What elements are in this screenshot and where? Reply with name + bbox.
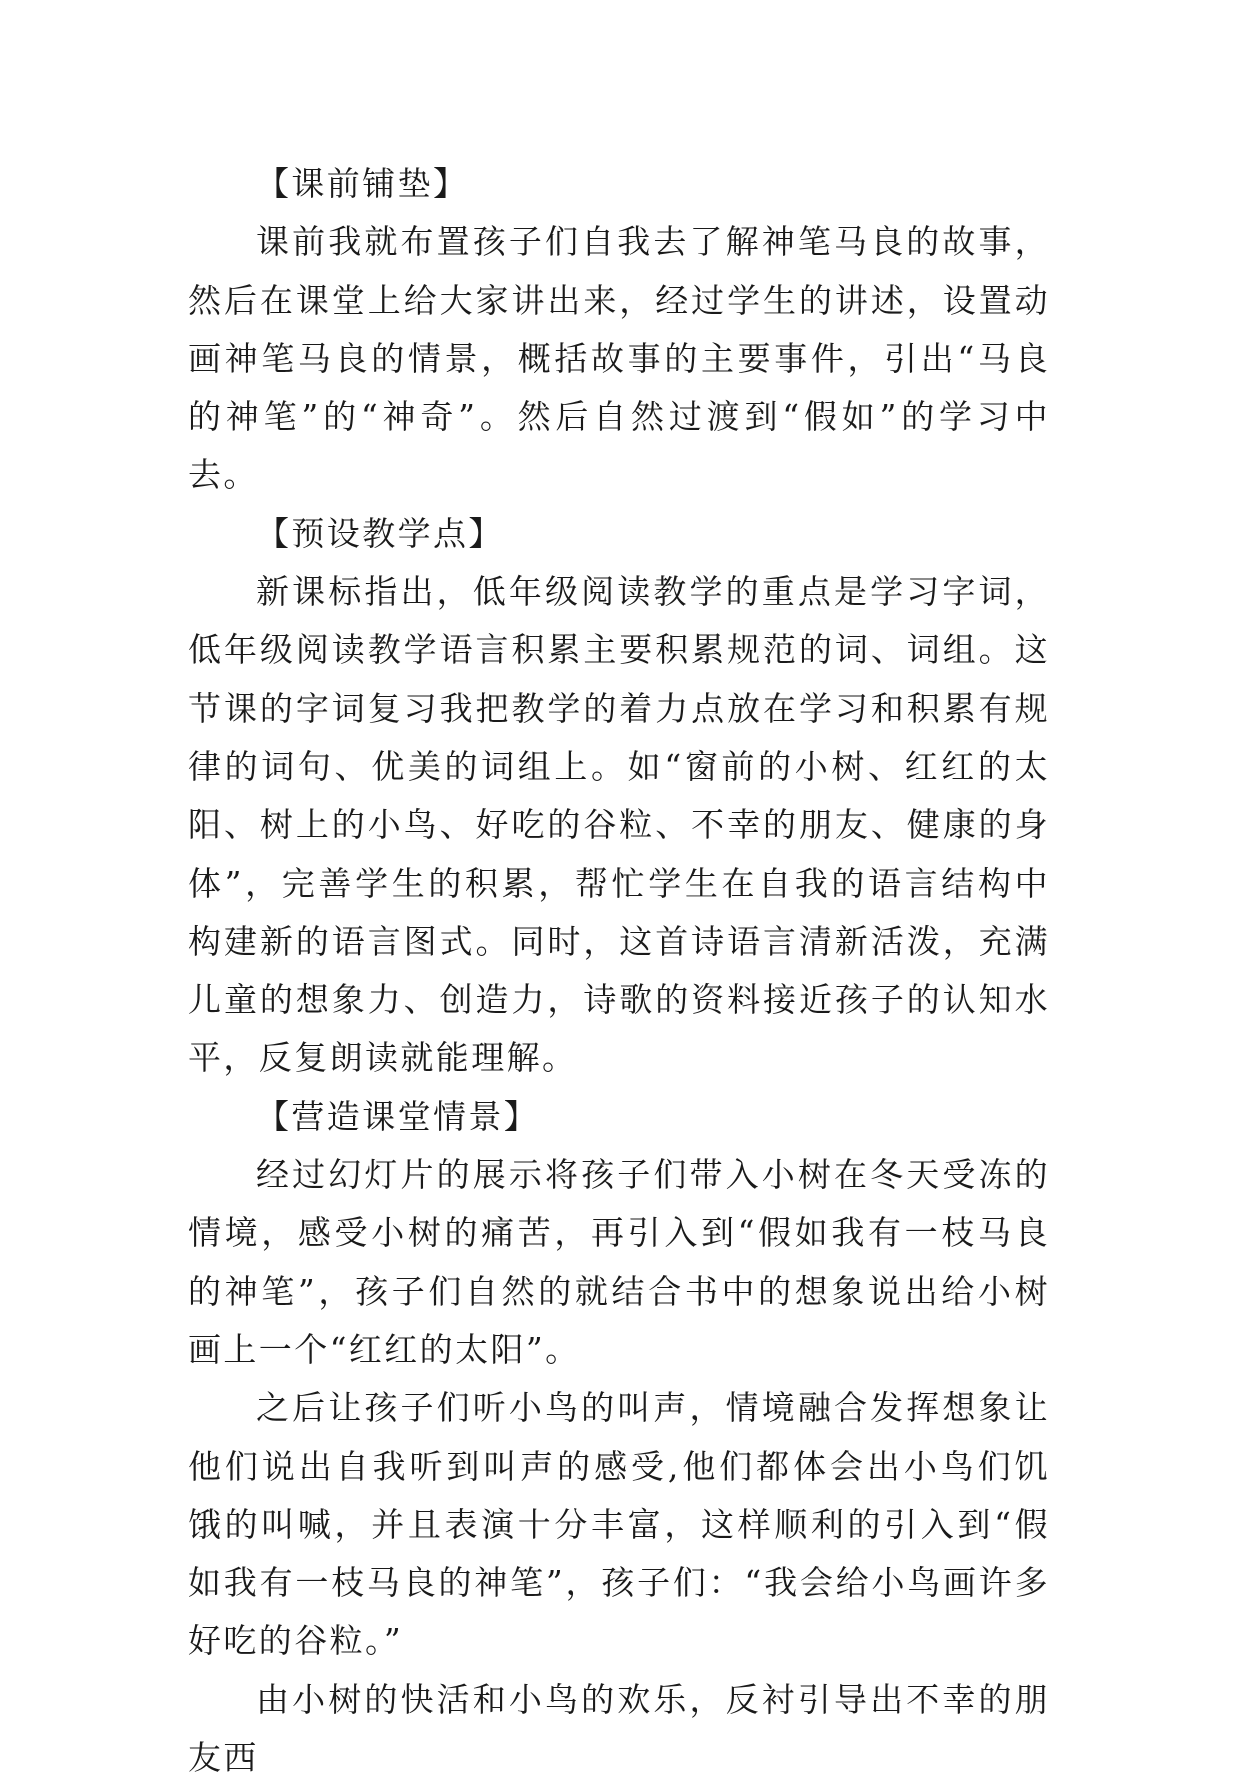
paragraph: 新课标指出，低年级阅读教学的重点是学习字词，低年级阅读教学语言积累主要积累规范的词、词组。这节课的字词复习我把教学的着力点放在学习和积累有规律的词句、优美的词组上。如“窗前的小树、红红的太阳、树上的小鸟、好吃的谷粒、不幸的朋友、健康的身体”，完善学生的积累，帮忙学生在自我的语言结构中构建新的语言图式。同时，这首诗语言清新活泼，充满儿童的想象力、创造力，诗歌的资料接近孩子的认知水平，反复朗读就能理解。 [188, 572, 1050, 1078]
section-heading-classroom-scene: 【营造课堂情景】 [256, 1096, 540, 1136]
paragraph: 课前我就布置孩子们自我去了解神笔马良的故事，然后在课堂上给大家讲出来，经过学生的讲述，设置动画神笔马良的情景，概括故事的主要事件，引出“马良的神笔”的“神奇”。然后自然过渡到“假如”的学习中去。 [188, 222, 1050, 495]
paragraph: 经过幻灯片的展示将孩子们带入小树在冬天受冻的情境，感受小树的痛苦，再引入到“假如我有一枝马良的神笔”，孩子们自然的就结合书中的想象说出给小树画上一个“红红的太阳”。 [188, 1155, 1050, 1369]
paragraph: 之后让孩子们听小鸟的叫声，情境融合发挥想象让他们说出自我听到叫声的感受,他们都体会出小鸟们饥饿的叫喊，并且表演十分丰富，这样顺利的引入到“假如我有一枝马良的神笔”，孩子们：“我会给小鸟画许多好吃的谷粒。” [188, 1388, 1050, 1661]
section-heading-teaching-points: 【预设教学点】 [256, 513, 504, 553]
section-heading-pre-class: 【课前铺垫】 [256, 164, 469, 203]
document-body [188, 155, 1050, 1787]
paragraph: 由小树的快活和小鸟的欢乐，反衬引导出不幸的朋友西 [188, 1679, 1050, 1778]
